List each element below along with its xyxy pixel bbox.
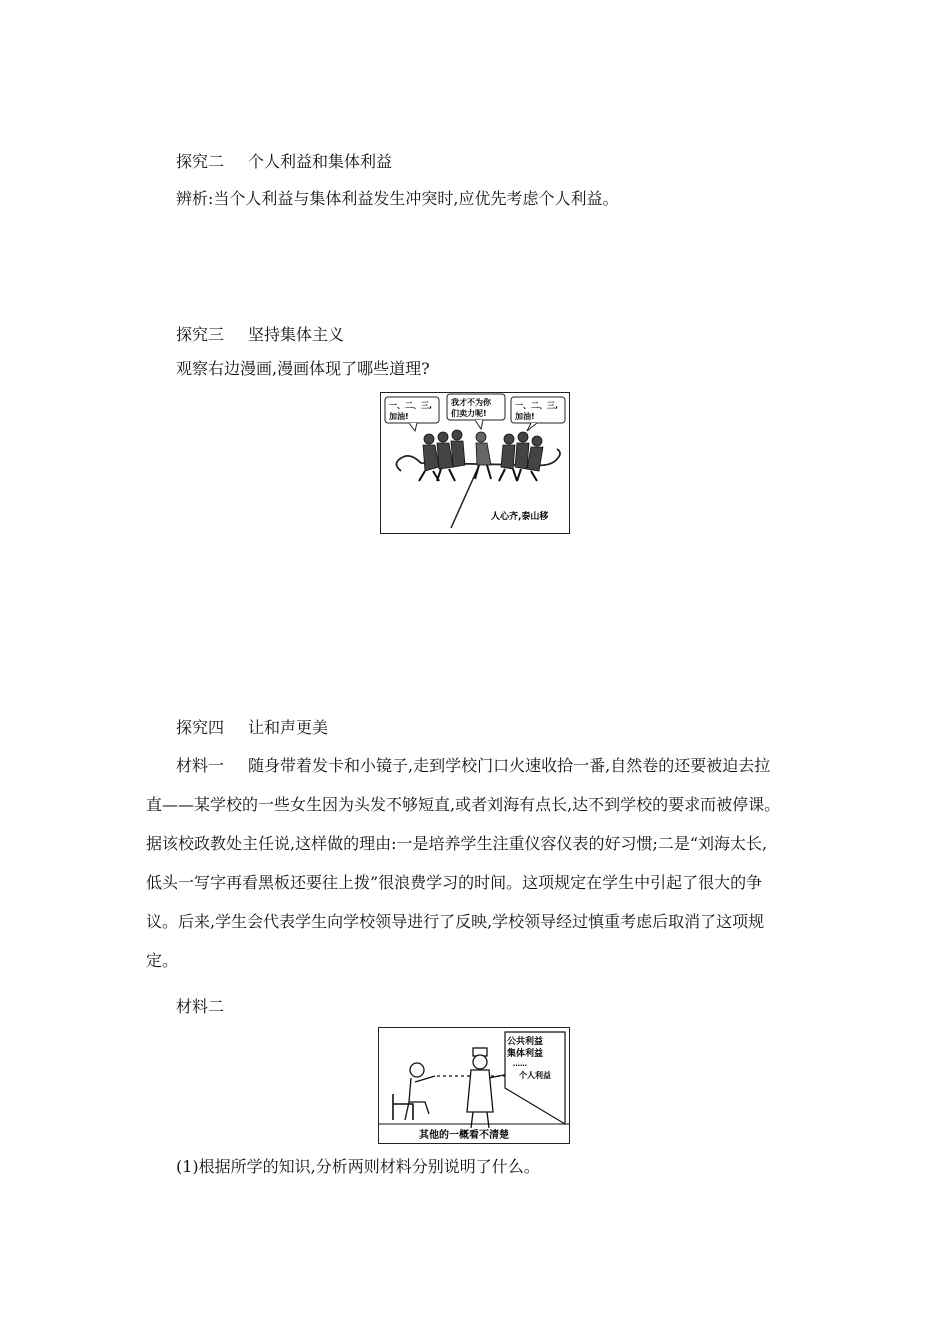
cartoon2-caption: 其他的一概看不清楚 — [419, 1130, 509, 1141]
tug-of-war-cartoon — [380, 392, 570, 534]
bubble-right-line2: 加油! — [515, 412, 535, 421]
section2-title: 个人利益和集体利益 — [248, 152, 393, 171]
material1-label: 材料一 — [176, 756, 225, 775]
section2-label: 探究二 — [176, 152, 225, 171]
right-team — [499, 432, 543, 481]
eye-chart-panel — [505, 1032, 565, 1124]
eye-chart-cartoon — [378, 1027, 570, 1144]
chart-line-2: 集体利益 — [507, 1049, 544, 1059]
section3-title: 坚持集体主义 — [248, 325, 345, 344]
section2-heading — [176, 152, 392, 172]
bubble-left-line1: 一、二、三, — [389, 401, 433, 410]
material1-line-2: 直——某学校的一些女生因为头发不够短直,或者刘海有点长,达不到学校的要求而被停课。 — [146, 795, 781, 814]
material2-label: 材料二 — [176, 997, 225, 1016]
cartoon-caption: 人心齐,泰山移 — [491, 512, 549, 522]
section4-label: 探究四 — [176, 718, 225, 737]
section4-heading — [176, 718, 328, 738]
material1-line-3: 据该校政教处主任说,这样做的理由:一是培养学生注重仪容仪表的好习惯;二是“刘海太长, — [146, 834, 768, 853]
bubble-right-line1: 一、二、三, — [515, 401, 559, 410]
section2-prompt: 辨析:当个人利益与集体利益发生冲突时,应优先考虑个人利益。 — [176, 189, 619, 208]
question-1: (1)根据所学的知识,分析两则材料分别说明了什么。 — [176, 1157, 540, 1176]
section3-prompt: 观察右边漫画,漫画体现了哪些道理? — [176, 359, 430, 378]
section4-title: 让和声更美 — [248, 718, 329, 737]
material1-line-5: 议。后来,学生会代表学生向学校领导进行了反映,学校领导经过慎重考虑后取消了这项规 — [146, 912, 765, 931]
doctor-figure — [467, 1048, 509, 1128]
seated-patient — [393, 1063, 435, 1120]
tug-of-war-illustration — [381, 393, 569, 533]
section3-label: 探究三 — [176, 325, 225, 344]
material1-text-1: 随身带着发卡和小镜子,走到学校门口火速收拾一番,自然卷的还要被迫去拉 — [248, 756, 771, 775]
bubble-left-line2: 加油! — [389, 412, 409, 421]
chart-line-3: …… — [513, 1060, 527, 1068]
material1-line-6: 定。 — [146, 951, 179, 970]
eye-chart-illustration — [379, 1028, 569, 1143]
left-team — [419, 430, 465, 481]
material1-line-4: 低头一写字再看黑板还要往上拨”很浪费学习的时间。这项规定在学生中引起了很大的争 — [146, 873, 763, 892]
bubble-mid-line1: 我才不为你 — [451, 398, 491, 407]
bubble-mid-line2: 们卖力呢! — [451, 409, 487, 418]
chart-line-4: 个人利益 — [519, 1071, 551, 1080]
middle-figure — [475, 432, 491, 479]
chart-line-1: 公共利益 — [507, 1037, 544, 1047]
section3-heading — [176, 325, 344, 345]
material1-line-1 — [176, 756, 770, 776]
